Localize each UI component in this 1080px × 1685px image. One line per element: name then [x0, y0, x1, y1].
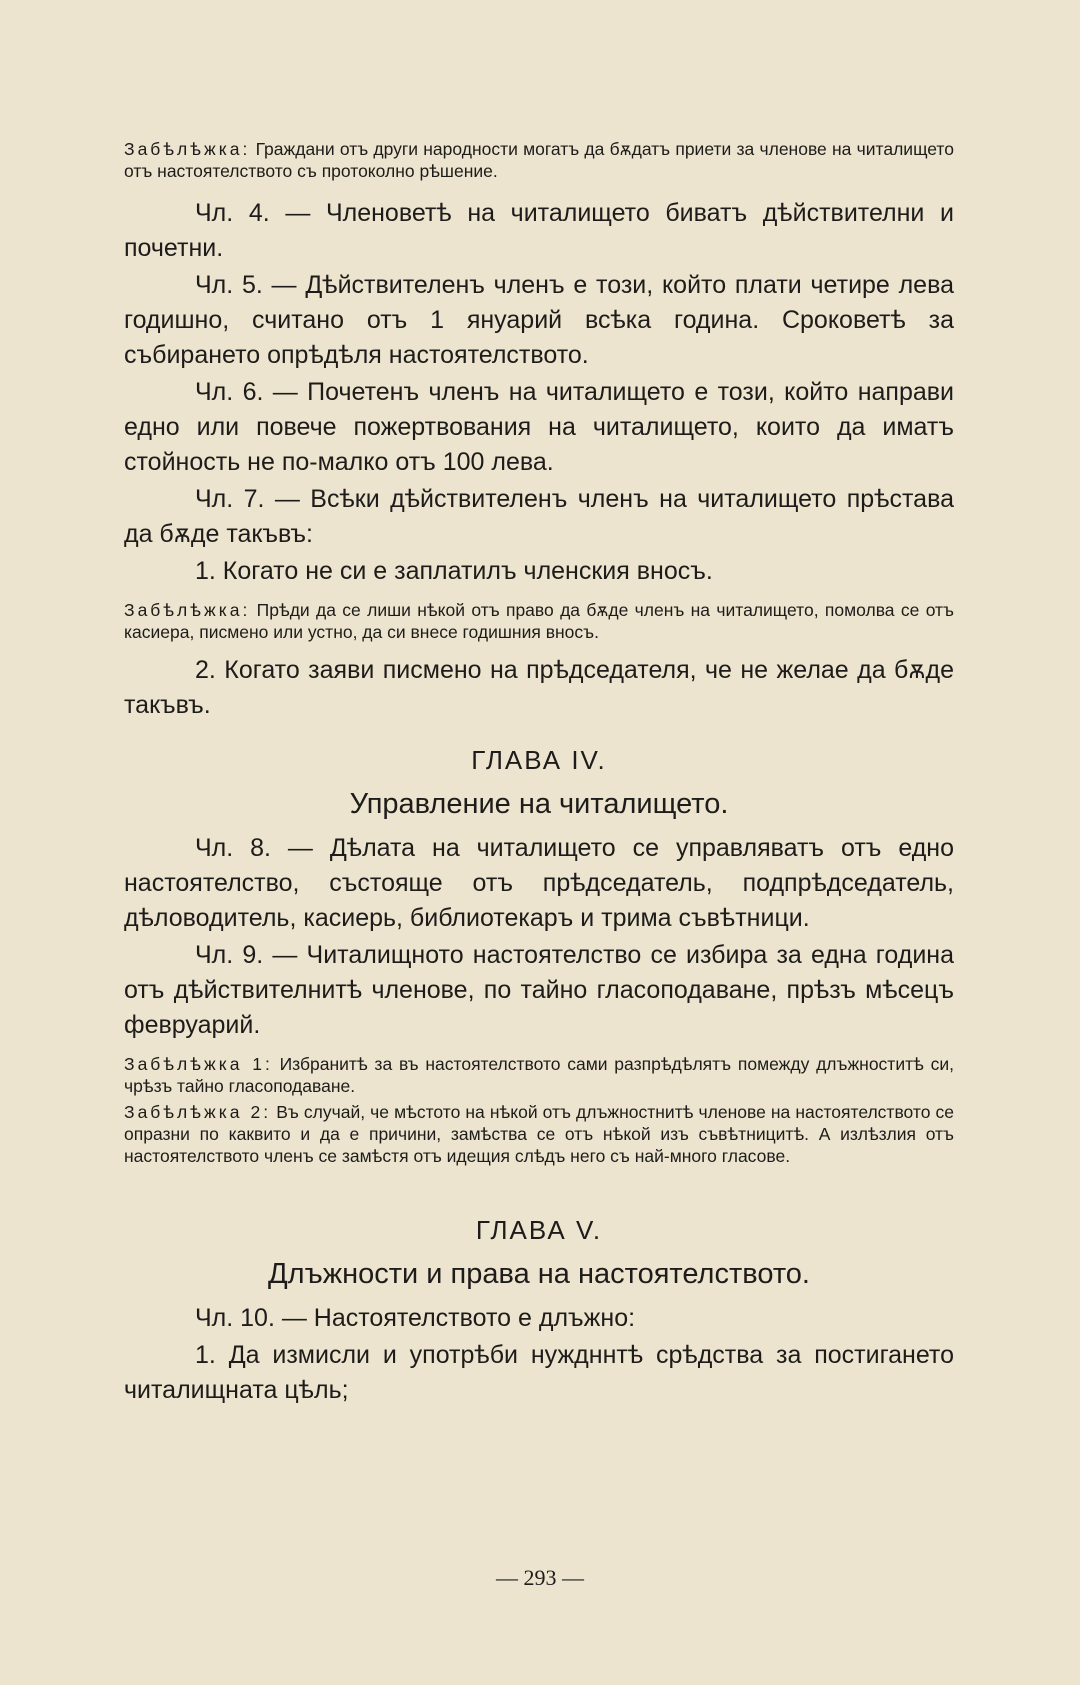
article-9: Чл. 9. — Читалищното настоятелство се избира за една година отъ дѣйствителнитѣ членове, по тайно гласоподаване, прѣзъ мѣсецъ февруарий. — [124, 941, 954, 1039]
note-label: Забѣлѣжка 2: — [124, 1102, 272, 1122]
article-8: Чл. 8. — Дѣлата на читалището се управляватъ отъ едно настоятелство, състояще отъ прѣдседатель, подпрѣдседатель, дѣловодитель, касиерь, библиотекаръ и трима съвѣтници. — [124, 834, 954, 932]
chapter-number: ГЛАВА V. — [475, 1215, 603, 1245]
note-text: Въ случай, че мѣстото на нѣкой отъ длъжностнитѣ членове на настоятелството се опразни по каквито и да е причини, замѣства се отъ нѣкой изъ съвѣтницитѣ. А излѣзлия отъ настоятелството членъ се замѣстя отъ идещия слѣдъ него съ най-много гласове. — [124, 1102, 955, 1166]
note — [124, 599, 954, 643]
note — [124, 1101, 954, 1167]
page-number: — 293 — — [496, 1565, 584, 1590]
article-4: Чл. 4. — Членоветѣ на читалището биватъ дѣйствителни и почетни. — [124, 199, 954, 262]
article-7-item-2: 2. Когато заяви писмено на прѣдседателя, че не желае да бѫде такъвъ. — [124, 656, 954, 719]
chapter-title: Управление на читалището. — [349, 788, 729, 820]
note — [124, 138, 954, 182]
article-6: Чл. 6. — Почетенъ членъ на читалището е този, който направи едно или повече пожертвования на читалището, които да иматъ стойность не по-малко отъ 100 лева. — [124, 378, 954, 476]
article-10: Чл. 10. — Настоятелството е длъжно: — [195, 1304, 636, 1332]
chapter-number: ГЛАВА IV. — [471, 745, 607, 775]
article-10-item-1: 1. Да измисли и употрѣби нуждннтѣ срѣдства за постигането читалищната цѣль; — [124, 1341, 954, 1404]
page-body — [124, 138, 954, 1408]
note-label: Забѣлѣжка: — [124, 139, 251, 159]
note-text: Граждани отъ други народности могатъ да бѫдатъ приети за членове на читалището отъ настоятелството съ протоколно рѣшение. — [124, 139, 954, 181]
article-5: Чл. 5. — Дѣйствителенъ членъ е този, който плати четире лева годишно, считано отъ 1 януарий всѣка година. Сроковетѣ за събирането опрѣдѣля настоятелството. — [124, 271, 954, 369]
note-text: Прѣди да се лиши нѣкой отъ право да бѫде членъ на читалището, помолва се отъ касиера, писмено или устно, да си внесе годишния вносъ. — [124, 600, 954, 642]
article-7: Чл. 7. — Всѣки дѣйствителенъ членъ на читалището прѣстава да бѫде такъвъ: — [124, 485, 954, 548]
article-7-item-1: 1. Когато не си е заплатилъ членския вносъ. — [195, 557, 713, 585]
note — [124, 1053, 954, 1097]
note-text: Избранитѣ за въ настоятелството сами разпрѣдѣлятъ помежду длъжноститѣ си, чрѣзъ тайно гласоподаване. — [124, 1054, 954, 1096]
note-label: Забѣлѣжка 1: — [124, 1054, 273, 1074]
note-label: Забѣлѣжка: — [124, 600, 251, 620]
chapter-title: Длъжности и права на настоятелството. — [268, 1258, 810, 1290]
